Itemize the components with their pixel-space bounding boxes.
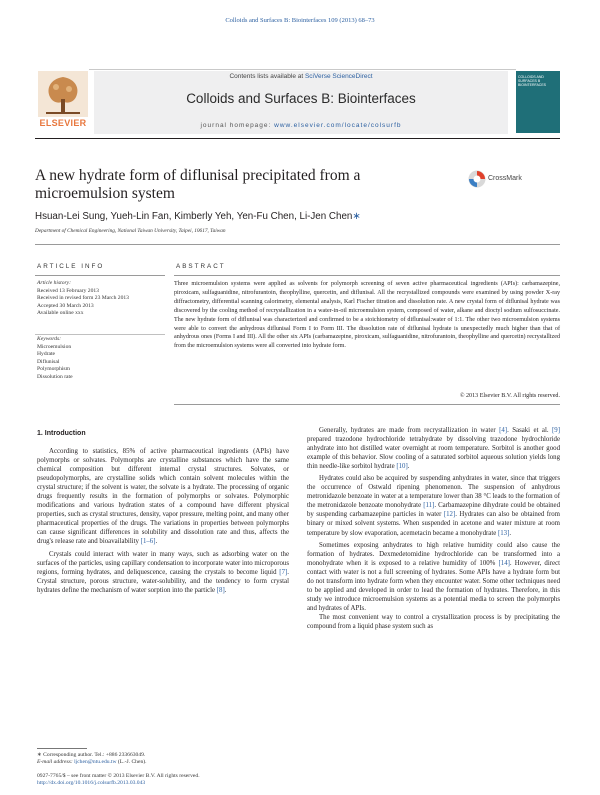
paragraph-text: Crystals could interact with water in many ways, such as adsorbing water on the surfaces of the particles, using capillary condensation to incorporate water into microporous regions, forming hydrates, and deliquescence, causing the crystals to become liquid bbox=[37, 550, 289, 576]
corresponding-author-mark[interactable]: ∗ bbox=[352, 211, 361, 222]
right-paragraph-3 bbox=[307, 541, 560, 613]
paragraph-text: . Carbamazepine dihydrate could be obtained by suspending carbamazepine particles in water bbox=[307, 502, 560, 519]
header-rule bbox=[35, 138, 560, 139]
keywords-label: Keywords: bbox=[37, 336, 62, 342]
homepage-prefix: journal homepage: bbox=[200, 122, 275, 129]
abstract-text: Three microemulsion systems were applied as solvents for polymorph screening of seven active pharmaceutical ingredients (APIs): carbamazepine, piroxicam, sulfaguanidine, nitrofurantoin, theophylline, quercetin, and diflunisal. All the recrystallized compounds were examined by using powder X-ray diffractometry, differential scanning calorimetry, elemental analysis, Karl Fischer titration and dissolution rate. A new crystal form of diflunisal hydrate was discovered by the cooling method of recrystallization in a water-in-oil microemulsion system, composed of water, alkane and dioctyl sodium sulfosuccinate. The new hydrate form of diflunisal was characterized and confirmed to be a stoichiometry of diflunisal:water of 1:1. The other two microemulsion systems were able to convert the anhydrous diflunisal Form I to Form III. The dissolution rate of diflunisal hydrate is unexpectedly much higher than that of anhydrous ones (Forms I and III). All the other six APIs (carbamazepine, piroxicam, sulfaguanidine, nitrofurantoin, theophylline and quercetin) recrystallized from the microemulsion systems were all converted into hydrate form. bbox=[174, 281, 560, 350]
doi-link[interactable]: http://dx.doi.org/10.1016/j.colsurfb.2013.03.043 bbox=[37, 780, 146, 787]
keyword-item: Polymorphism bbox=[37, 366, 70, 373]
online-date: Available online xxx bbox=[37, 310, 84, 317]
citation-link[interactable]: [9] bbox=[552, 427, 560, 434]
right-paragraph-1 bbox=[307, 426, 560, 471]
running-head[interactable]: Colloids and Surfaces B: Biointerfaces 109 (2013) 68–73 bbox=[225, 17, 375, 24]
citation-link[interactable]: [13] bbox=[497, 529, 510, 537]
sciencedirect-link[interactable]: SciVerse ScienceDirect bbox=[304, 73, 373, 80]
cover-title: COLLOIDS AND SURFACES B BIOINTERFACES bbox=[518, 75, 547, 87]
crossmark-icon[interactable] bbox=[468, 170, 486, 193]
right-column bbox=[307, 426, 560, 631]
author-rule bbox=[35, 244, 560, 245]
right-paragraph-2 bbox=[307, 474, 560, 537]
contents-line bbox=[94, 73, 508, 80]
email-label: E-mail address: bbox=[37, 759, 75, 766]
authors[interactable]: Hsuan-Lei Sung, Yueh-Lin Fan, Kimberly Yeh, Yen-Fu Chen, Li-Jen Chen bbox=[35, 211, 353, 222]
publisher-logo-text: ELSEVIER bbox=[39, 118, 87, 128]
citation-link[interactable]: [11] bbox=[423, 502, 435, 510]
paragraph-text: prepared trazodone hydrochloride tetrahydrate by dissolving trazodone hydrochloride anhydrate into hot distilled water overnight at room temperature. Sorbitol is another good example of this behavior. Slow cooling of a saturated sorbitol aqueous solution yields long thin needle-like sorbitol hydrate bbox=[307, 436, 560, 471]
affiliation: Department of Chemical Engineering, National Taiwan University, Taipei, 10617, Taiwan bbox=[35, 228, 226, 234]
citation-link[interactable]: [4] bbox=[499, 427, 508, 434]
citation-link[interactable]: [8] bbox=[216, 586, 225, 594]
revised-date: Received in revised form 23 March 2013 bbox=[37, 295, 129, 302]
citation-link[interactable]: [10] bbox=[396, 463, 408, 471]
copyright: © 2013 Elsevier B.V. All rights reserved. bbox=[459, 393, 560, 399]
paragraph-text: . However, direct contact with water is not a full screening of hydrates. Some APIs have a hydrate form but do not transform into hydrate form when they encounter water. Some other techniques need to be applied and developed in order to lead the formation of hydrates. Therefore, in this study we introduce microemulsion systems as a potential media to screen the polymorphs and hydrates of APIs. bbox=[307, 559, 561, 612]
introduction-heading: 1. Introduction bbox=[37, 430, 86, 437]
paragraph-text: . Hydrates can also be obtained from binary or mixed solvent systems. When suspended in acetone and water mixture at room temperature by slow evaporation, acemetacin became a monohydrate bbox=[307, 511, 560, 537]
keyword-item: Diflunisal bbox=[37, 358, 60, 365]
abstract-heading: ABSTRACT bbox=[176, 263, 226, 270]
intro-paragraph-2 bbox=[37, 550, 289, 595]
abstract-rule bbox=[174, 275, 560, 276]
front-matter-info bbox=[37, 773, 337, 788]
contents-prefix: Contents lists available at bbox=[229, 73, 305, 80]
author-list bbox=[35, 211, 560, 222]
journal-title: Colloids and Surfaces B: Biointerfaces bbox=[186, 91, 416, 106]
keyword-item: Dissolution rate bbox=[37, 373, 73, 380]
article-title bbox=[35, 167, 475, 203]
header-divider bbox=[89, 69, 516, 70]
paragraph-text: Generally, hydrates are made from recrystallization in water bbox=[319, 427, 500, 434]
history-label: Article history: bbox=[37, 280, 72, 286]
citation-link[interactable]: [7] bbox=[279, 568, 288, 576]
article-info-heading: ARTICLE INFO bbox=[37, 263, 105, 270]
footnote bbox=[37, 752, 289, 767]
paragraph-text: . Sasaki et al. bbox=[507, 427, 553, 434]
abstract-bottom-rule bbox=[174, 404, 560, 405]
email-link[interactable]: ljchen@ntu.edu.tw bbox=[74, 759, 117, 766]
paragraph-text: . Crystal structure, porous structure, water-solubility, and the tendency to form crystal hydrates define the mechanism of water sorption into the particle bbox=[37, 568, 289, 594]
accepted-date: Accepted 30 March 2013 bbox=[37, 302, 94, 309]
paragraph-text: . bbox=[155, 538, 158, 546]
intro-paragraph-1 bbox=[37, 447, 289, 547]
received-date: Received 13 February 2013 bbox=[37, 287, 99, 294]
paragraph-text: Hydrates could also be acquired by suspending anhydrates in water, since that triggers the occurrence of Ostwald ripening phenomenon. The suspension of anhydrous metronidazole benzoate in water at a temperature lower than 38 °C leads to the formation of the metronidazole benzoate monohydrate bbox=[307, 475, 560, 510]
paragraph-text: . bbox=[509, 529, 512, 537]
elsevier-tree-logo bbox=[38, 71, 88, 117]
citation-link[interactable]: [1–6] bbox=[140, 538, 156, 546]
title-line-1: A new hydrate form of diflunisal precipitated from a bbox=[35, 167, 361, 184]
corresponding-author-note: ∗ Corresponding author. Tel.: +886 233663049. bbox=[37, 752, 146, 758]
keywords bbox=[37, 336, 167, 382]
paragraph-text: . bbox=[407, 463, 410, 471]
keywords-rule bbox=[35, 334, 165, 335]
issn-line: 0927-7765/$ – see front matter © 2013 Elsevier B.V. All rights reserved. bbox=[37, 773, 200, 779]
keyword-item: Microemulsion bbox=[37, 343, 72, 350]
article-info-rule bbox=[35, 275, 165, 276]
left-column bbox=[37, 447, 289, 595]
article-history bbox=[37, 280, 167, 318]
footnote-rule bbox=[37, 748, 87, 749]
citation-link[interactable]: [14] bbox=[498, 559, 510, 567]
paragraph-text: Sometimes exposing anhydrates to high relative humidity could also cause the formation of hydrates. Dexmedetomidine hydrochloride can be transformed into a monohydrate when it is exposed to a relative humidity of 100% bbox=[307, 541, 560, 567]
title-line-2: microemulsion system bbox=[35, 185, 175, 202]
homepage-link[interactable]: www.elsevier.com/locate/colsurfb bbox=[274, 122, 402, 129]
crossmark-label[interactable]: CrossMark bbox=[488, 175, 522, 182]
citation-link[interactable]: [12] bbox=[443, 511, 456, 519]
email-suffix: (L.-J. Chen). bbox=[116, 759, 147, 766]
paragraph-text: According to statistics, 85% of active pharmaceutical ingredients (APIs) have polymorphs or solvates. Polymorphs are crystalline substances which have the same chemical composition but different internal crystal structures. Solvates, or pseudopolymorphs, are crystalline solids which contain solvent molecules within the crystal structure; if the solvent is water, the solvate is a hydrate. The processing of organic drugs frequently results in the formation of polymorphs or solvates. Polymorphic modifications and various hydration states of a compound have different physical properties, such as crystal structures, density, vapor pressure, melting point, and many other pharmaceutical properties of the drugs. The variations in properties between polymorphs can cause significant differences in solubility and dissolution rate and thus, affects the drug's release rate and bioavailability bbox=[37, 448, 289, 546]
right-paragraph-4: The most convenient way to control a crystallization process is by precipitating the compound from a liquid phase system such as bbox=[307, 613, 560, 630]
paragraph-text: . bbox=[224, 586, 227, 594]
email-line bbox=[37, 759, 289, 766]
journal-homepage bbox=[94, 122, 508, 129]
keyword-item: Hydrate bbox=[37, 351, 56, 358]
